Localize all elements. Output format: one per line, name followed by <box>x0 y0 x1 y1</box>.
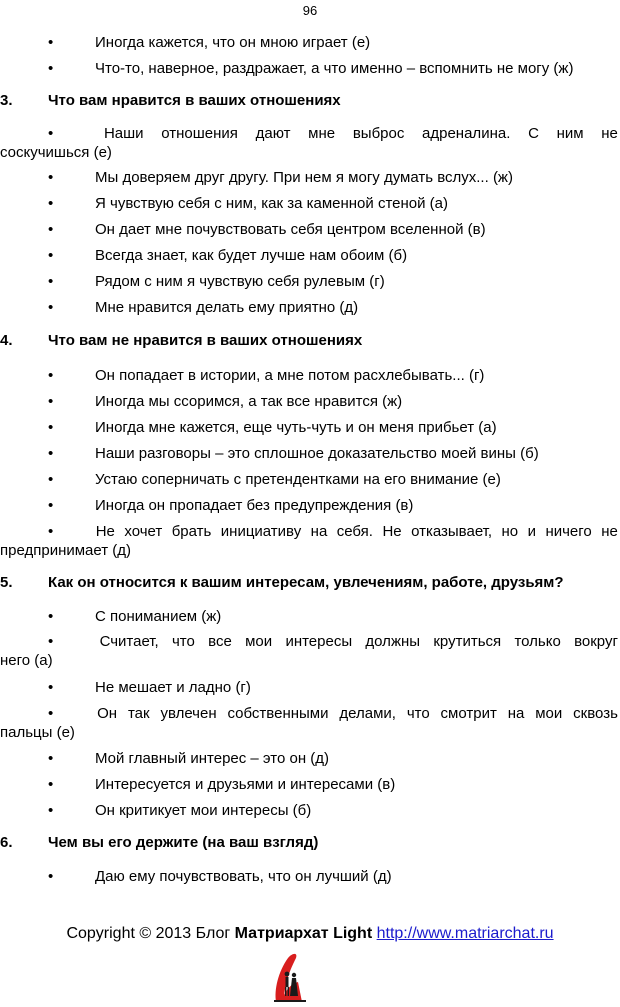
word: хочет <box>124 523 163 540</box>
word: С <box>528 125 539 142</box>
list-item-wrapped: • Наши отношения дают мне выброс адреналина. С ним не соскучишься (е) <box>0 125 618 161</box>
word: мои <box>535 705 563 722</box>
footer-copyright: Copyright © 2013 Блог Матриархат Light http://www.matriarchat.ru <box>66 925 554 942</box>
word: все <box>208 633 232 650</box>
word: Не <box>95 523 115 540</box>
word: на <box>507 705 525 722</box>
word: мне <box>308 125 336 142</box>
list-item-wrapped: • Считает, что все мои интересы должны крутиться только вокруг него (а) <box>0 633 618 669</box>
word: Не <box>382 523 402 540</box>
word: Наши <box>103 125 144 142</box>
word: дают <box>255 125 291 142</box>
word: но <box>501 523 519 540</box>
word: так <box>127 705 150 722</box>
word: вокруг <box>574 633 618 650</box>
bullet: • <box>48 34 54 51</box>
word: что <box>406 705 430 722</box>
wrapped-first-line: • Не хочет брать инициативу на себя. Не отказывает, но и ничего не <box>48 523 618 540</box>
word: и <box>527 523 536 540</box>
word: отказывает, <box>411 523 493 540</box>
word: Он <box>97 705 118 722</box>
word: Считает, <box>99 633 159 650</box>
word: отношения <box>161 125 238 142</box>
word: инициативу <box>220 523 302 540</box>
word: себя. <box>336 523 373 540</box>
wrapped-first-line: • Он так увлечен собственными делами, что смотрит на мои сквозь <box>48 705 618 722</box>
word: не <box>601 125 618 142</box>
matriarchat-logo-icon <box>272 950 308 1004</box>
list-item-wrapped: • Не хочет брать инициативу на себя. Не отказывает, но и ничего не предпринимает (д) <box>0 523 618 559</box>
word: сквозь <box>573 705 618 722</box>
word: смотрит <box>440 705 497 722</box>
word: что <box>171 633 195 650</box>
word: собственными <box>227 705 329 722</box>
word: брать <box>171 523 212 540</box>
word: ничего <box>545 523 592 540</box>
word: делами, <box>339 705 396 722</box>
blog-name: Матриархат Light <box>234 925 373 942</box>
wrapped-first-line: • Считает, что все мои интересы должны крутиться только вокруг <box>48 633 618 650</box>
word: только <box>514 633 561 650</box>
word: увлечен <box>160 705 217 722</box>
word: интересы <box>285 633 353 650</box>
word: выброс <box>352 125 405 142</box>
word: мои <box>245 633 273 650</box>
blog-link[interactable]: http://www.matriarchat.ru <box>376 925 554 942</box>
wrapped-first-line: • Наши отношения дают мне выброс адреналина. С ним не <box>48 125 618 142</box>
word: не <box>601 523 618 540</box>
bullet: • <box>48 60 54 77</box>
word: адреналина. <box>422 125 511 142</box>
list-item-wrapped: • Он так увлечен собственными делами, что смотрит на мои сквозь пальцы (е) <box>0 705 618 741</box>
word: на <box>310 523 328 540</box>
word: крутиться <box>433 633 502 650</box>
word: ним <box>556 125 584 142</box>
page-number: 96 <box>302 3 318 18</box>
word: должны <box>365 633 421 650</box>
